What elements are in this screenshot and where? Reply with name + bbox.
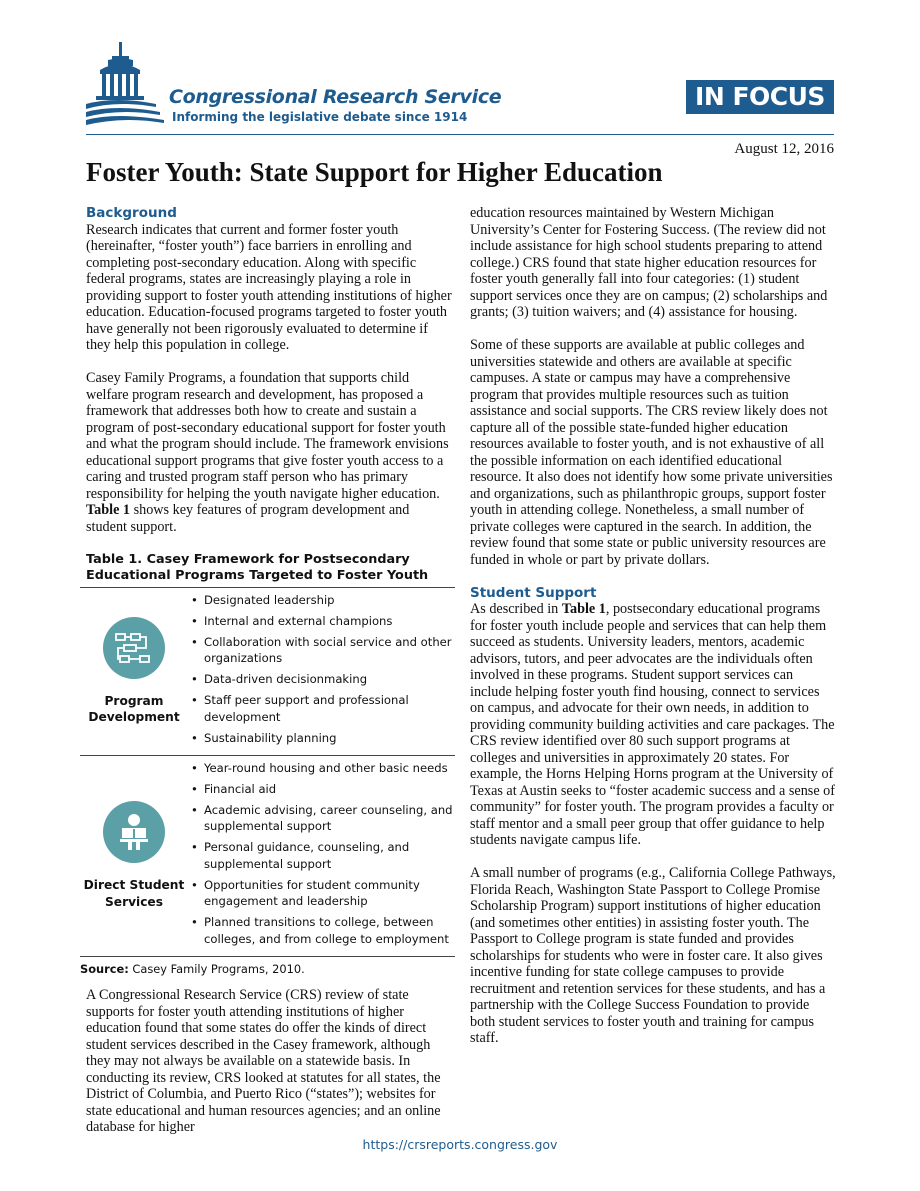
document-title: Foster Youth: State Support for Higher Education bbox=[86, 157, 663, 187]
right-column bbox=[470, 205, 836, 1063]
table-row bbox=[80, 588, 455, 756]
table-category-cell bbox=[80, 756, 188, 956]
paragraph: A small number of programs (e.g., California College Pathways, Florida Reach, Washington State Passport to College Promise Scholarship Program) support institutions of higher education (and sometimes other entities) in assisting foster youth. The Passport to College program is state funded and provides scholarships for students who were in foster care. It also gives incentive funding for state college campuses to provide recruitment and retention services for these students, and has a partnership with the College Success Foundation to provide both student services to foster youth and training for campus staff. bbox=[470, 865, 836, 1046]
crs-capitol-dome-logo bbox=[86, 40, 168, 130]
list-item: • Sustainability planning bbox=[188, 730, 455, 747]
paragraph: A Congressional Research Service (CRS) review of state supports for foster youth attending institutions of higher education found that some states do offer the kinds of direct student services described in the Casey framework, although they may not always be available on a statewide basis. In conducting its review, CRS looked at statutes for all states, the District of Columbia, and Puerto Rico (“states”); websites for state educational and human resources agencies; and an online database for higher bbox=[86, 987, 441, 1135]
table-row bbox=[80, 756, 455, 957]
list-item: • Data-driven decisionmaking bbox=[188, 671, 455, 688]
org-tagline: Informing the legislative debate since 1914 bbox=[172, 110, 468, 124]
publication-date: August 12, 2016 bbox=[734, 141, 834, 157]
flowchart-icon bbox=[103, 617, 165, 679]
list-item: • Designated leadership bbox=[188, 592, 455, 609]
list-item: • Planned transitions to college, between colleges, and from college to employment bbox=[188, 914, 455, 947]
list-item: • Personal guidance, counseling, and supplemental support bbox=[188, 839, 455, 872]
paragraph: education resources maintained by Western Michigan University’s Center for Fostering Success. (The review did not include assistance for high school students preparing to attend college.) CRS found that state higher education resources for foster youth generally fall into four categories: (1) student support services once they are on campus; (2) scholarships and grants; (3) tuition waivers; and (4) assistance for housing. bbox=[470, 205, 828, 320]
list-item: • Collaboration with social service and other organizations bbox=[188, 634, 455, 667]
list-item: • Financial aid bbox=[188, 781, 455, 798]
table-item-list bbox=[188, 756, 455, 956]
paragraph: As described in Table 1, postsecondary educational programs for foster youth include people and services that can help them succeed as students. University leaders, mentors, academic advisors, tutors, and peer advocates are the individuals often involved in these programs. Student support services can include helping foster youth find housing, connect to services on campus, and advocate for their own needs, in addition to providing community building activities and care packages. The CRS review identified over 80 such support programs at colleges and universities in approximately 20 states. For example, the Horns Helping Horns program at the University of Texas at Austin seeks to “foster academic success and a sense of community” for foster youth. The program provides a faculty or staff mentor and a small peer group that offer guidance to help students navigate campus life. bbox=[470, 601, 835, 848]
header-divider bbox=[86, 134, 834, 135]
list-item: • Academic advising, career counseling, and supplemental support bbox=[188, 802, 455, 835]
left-column bbox=[80, 205, 453, 1152]
org-name: Congressional Research Service bbox=[169, 86, 502, 108]
paragraph: Some of these supports are available at public colleges and universities statewide and others are available at specific campuses. A state or campus may have a comprehensive program that provides multiple resources such as tuition assistance and social supports. The CRS review likely does not capture all of the possible state-funded higher education resources available to foster youth, and is not exhaustive of all the possible information on each identified educational resource. It also does not identify how some private universities and organizations, such as philanthropic groups, support foster youth in attending college. Nonetheless, a small number of private colleges were captured in the search. In addition, the review found that some state or public university resources are funded in whole or part by private dollars. bbox=[470, 337, 833, 568]
list-item: • Staff peer support and professional development bbox=[188, 692, 455, 725]
list-item: • Internal and external champions bbox=[188, 613, 455, 630]
list-item: • Year-round housing and other basic needs bbox=[188, 760, 455, 777]
student-reading-icon bbox=[103, 801, 165, 863]
paragraph: Casey Family Programs, a foundation that supports child welfare program research and development, has proposed a framework that addresses both how to create and sustain a program of post-secondary educational support for foster youth and what the program should include. The framework envisions educational support programs that give foster youth access to a caring and trusted program staff person who has primary responsibility for helping the youth navigate higher education. Table 1 shows key features of program development and student support. bbox=[86, 370, 449, 535]
casey-framework-table bbox=[80, 587, 455, 957]
list-item: • Opportunities for student community engagement and leadership bbox=[188, 877, 455, 910]
table-category-label: Program Development bbox=[88, 693, 180, 724]
in-focus-badge: IN FOCUS bbox=[686, 80, 834, 114]
section-heading-student-support: Student Support bbox=[470, 584, 597, 601]
table-item-list bbox=[188, 588, 455, 755]
table-title: Table 1. Casey Framework for Postsecondary Educational Programs Targeted to Foster Youth bbox=[86, 551, 429, 583]
table-category-label: Direct Student Services bbox=[83, 878, 185, 909]
paragraph: Research indicates that current and former foster youth (hereinafter, “foster youth”) face barriers in enrolling and completing post-secondary education. Along with specific federal programs, states are increasingly playing a role in providing support to foster youth attending institutions of higher education. Education-focused programs targeted to foster youth have generally not been rigorously evaluated to determine if they help this population in college. bbox=[86, 221, 452, 353]
section-heading-background: Background bbox=[86, 205, 177, 221]
table-source-note: Source: Casey Family Programs, 2010. bbox=[80, 961, 305, 976]
footer-url-link[interactable]: https://crsreports.congress.gov bbox=[362, 1137, 558, 1152]
table-category-cell bbox=[80, 588, 188, 755]
